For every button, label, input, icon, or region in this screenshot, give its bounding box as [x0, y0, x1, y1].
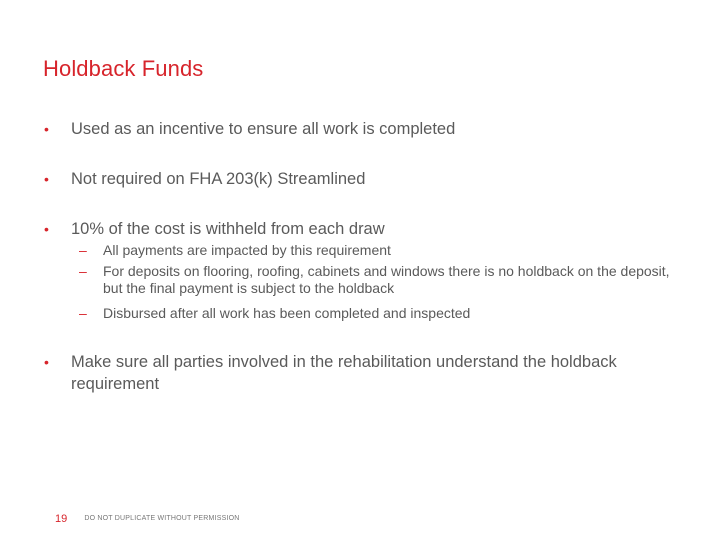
page-number: 19: [55, 513, 68, 525]
bullet-marker: •: [44, 171, 49, 187]
bullet-marker: •: [44, 221, 49, 237]
bullet-text: Used as an incentive to ensure all work is completed: [71, 120, 456, 138]
bullet-text: Not required on FHA 203(k) Streamlined: [71, 170, 366, 188]
sub-bullet-item: [79, 263, 691, 297]
bullet-item: [43, 351, 693, 395]
sub-bullet-text: Disbursed after all work has been completed and inspected: [103, 305, 471, 321]
sub-bullet-item: [79, 305, 470, 322]
bullet-marker: •: [44, 121, 49, 137]
bullet-text: 10% of the cost is withheld from each draw: [71, 220, 385, 238]
bullet-item: [43, 168, 365, 190]
bullet-text: Make sure all parties involved in the rehabilitation understand the holdback requirement: [71, 353, 617, 393]
copyright-notice: DO NOT DUPLICATE WITHOUT PERMISSION: [84, 515, 240, 522]
slide-title: Holdback Funds: [43, 56, 204, 81]
sub-bullet-text: For deposits on flooring, roofing, cabinets and windows there is no holdback on the deposit, but the final payment is subject to the holdback: [103, 263, 670, 296]
bullet-marker: •: [44, 354, 49, 370]
sub-bullet-marker: –: [79, 305, 87, 321]
sub-bullet-text: All payments are impacted by this requirement: [103, 242, 391, 258]
slide-footer: [55, 513, 240, 525]
sub-bullet-item: [79, 242, 391, 259]
sub-bullet-marker: –: [79, 242, 87, 258]
bullet-item: [43, 218, 385, 240]
sub-bullet-marker: –: [79, 263, 87, 279]
bullet-item: [43, 118, 455, 140]
